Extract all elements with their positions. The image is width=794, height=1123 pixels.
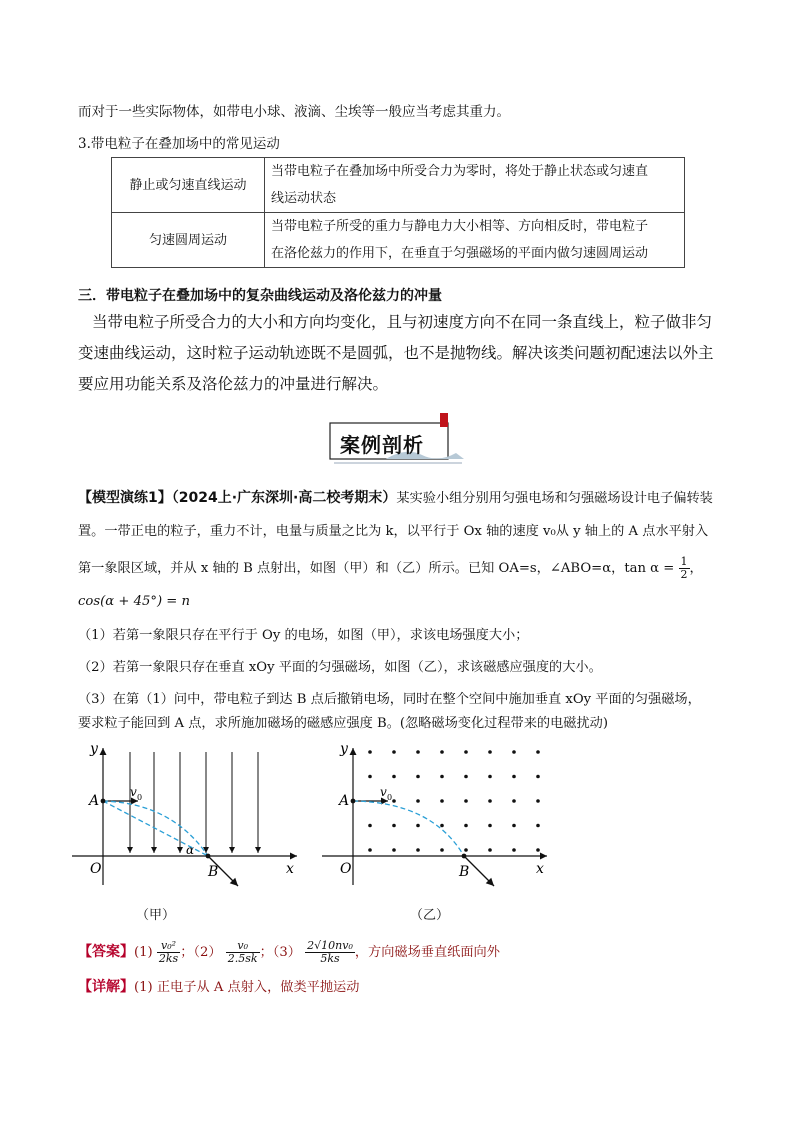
field-dot — [536, 750, 540, 754]
point-A — [351, 799, 356, 804]
field-dot — [464, 750, 468, 754]
problem-source: （2024上·广东深圳·高二校考期末） — [171, 490, 397, 506]
v0-label: v — [130, 785, 137, 799]
field-dot — [368, 750, 372, 754]
field-dot — [416, 824, 420, 828]
desc-line: 当带电粒子所受的重力与静电力大小相等、方向相反时，带电粒子 — [271, 219, 649, 234]
B-label: B — [208, 864, 219, 880]
table-row — [112, 213, 685, 268]
frac-den: 2ks — [158, 952, 179, 965]
problem-line: 置。一带正电的粒子，重力不计，电量与质量之比为 k，以平行于 Ox 轴的速度 v₀从 y 轴上的 A 点水平射入 — [78, 524, 709, 539]
field-dot — [536, 775, 540, 779]
question-1: （1）若第一象限只存在平行于 Oy 的电场，如图（甲），求该电场强度大小； — [78, 628, 529, 643]
answer-text: ；（2） — [180, 945, 222, 960]
field-dot — [464, 848, 468, 852]
point-B — [462, 854, 467, 859]
field-dot — [512, 775, 516, 779]
frac-num: v₀ — [226, 940, 260, 953]
field-dot — [440, 824, 444, 828]
v0-sub: 0 — [137, 793, 143, 802]
section-banner — [326, 413, 466, 467]
field-dot — [512, 824, 516, 828]
field-dot — [368, 824, 372, 828]
point-B — [206, 854, 211, 859]
caption-fig2: （乙） — [410, 908, 450, 923]
answer-fraction-2 — [226, 940, 260, 965]
point-A — [101, 799, 106, 804]
motion-table — [111, 157, 685, 268]
x-label: x — [536, 861, 544, 877]
motion-cell: 匀速圆周运动 — [112, 213, 265, 268]
alpha-label: α — [186, 843, 195, 857]
detail-text: (1) 正电子从 A 点射入，做类平抛运动 — [134, 980, 360, 995]
field-dot — [440, 799, 444, 803]
answer-text: ；（3） — [259, 945, 301, 960]
field-dot — [488, 775, 492, 779]
frac-num: 1 — [680, 555, 688, 568]
desc-line: 线运动状态 — [271, 191, 337, 206]
problem-line — [78, 488, 713, 509]
problem-line: 第一象限区域，并从 x 轴的 B 点射出，如图（甲）和（乙）所示。已知 OA=s，∠ABO=α，tan α = $\frac{1}{2}$ ， — [78, 555, 703, 581]
field-dot — [512, 848, 516, 852]
detail-line — [78, 977, 359, 998]
para-line: 要应用功能关系及洛伦兹力的冲量进行解决。 — [78, 375, 389, 393]
field-dot — [464, 799, 468, 803]
y-label: y — [90, 741, 98, 757]
frac-den: 2 — [680, 568, 688, 581]
frac-den: 5ks — [320, 952, 340, 965]
field-dot — [536, 848, 540, 852]
field-dot — [368, 775, 372, 779]
frac-den: 2.5sk — [227, 952, 258, 965]
origin-label: O — [90, 861, 102, 877]
answer-fraction-3 — [305, 940, 355, 965]
field-dot — [512, 750, 516, 754]
field-dot — [392, 824, 396, 828]
tan-fraction — [679, 556, 690, 581]
frac-num: 2√10nv₀ — [307, 939, 353, 952]
v0-label: v — [380, 785, 387, 799]
field-dot — [536, 799, 540, 803]
field-dot — [440, 750, 444, 754]
problem-tag: 【模型演练1】 — [78, 490, 172, 506]
field-dot — [416, 750, 420, 754]
magnetic-field-dots — [368, 750, 540, 852]
section3-title: 3.带电粒子在叠加场中的常见运动 — [78, 136, 280, 152]
field-dot — [416, 848, 420, 852]
question-3: （3）在第（1）问中，带电粒子到达 B 点后撤销电场，同时在整个空间中施加垂直 xOy 平面的匀强磁场， — [78, 692, 701, 707]
field-dot — [536, 824, 540, 828]
section-heading: 三．带电粒子在叠加场中的复杂曲线运动及洛伦兹力的冲量 — [78, 288, 442, 304]
problem-text: 某实验小组分别用匀强电场和匀强磁场设计电子偏转装 — [396, 491, 713, 506]
detail-tag: 【详解】 — [78, 979, 134, 995]
motion-cell: 静止或匀速直线运动 — [112, 158, 265, 213]
field-dot — [440, 848, 444, 852]
para-line: 当带电粒子所受合力的大小和方向均变化，且与初速度方向不在同一条直线上，粒子做非匀 — [92, 313, 713, 331]
field-dot — [416, 775, 420, 779]
A-label: A — [89, 793, 100, 809]
answer-fraction-1 — [157, 940, 180, 965]
field-dot — [368, 848, 372, 852]
trajectory — [353, 801, 464, 856]
desc-cell — [265, 213, 685, 268]
origin-label: O — [340, 861, 352, 877]
v0-sub: 0 — [387, 793, 393, 802]
banner-title: 案例剖析 — [340, 433, 424, 457]
field-dot — [488, 750, 492, 754]
problem-line: cos(α + 45°) = n — [78, 594, 191, 609]
B-label: B — [459, 864, 470, 880]
frac-num: v₀² — [157, 940, 180, 953]
table-row — [112, 158, 685, 213]
field-dot — [392, 750, 396, 754]
field-dot — [488, 824, 492, 828]
desc-line: 在洛伦兹力的作用下，在垂直于匀强磁场的平面内做匀速圆周运动 — [271, 246, 649, 261]
desc-line: 当带电粒子在叠加场中所受合力为零时，将处于静止状态或匀速直 — [271, 164, 649, 179]
field-dot — [488, 848, 492, 852]
figure-electric-field — [72, 740, 312, 890]
intro-line: 而对于一些实际物体，如带电小球、液滴、尘埃等一般应当考虑其重力。 — [78, 104, 510, 120]
answer-text: ，方向磁场垂直纸面向外 — [354, 945, 500, 960]
field-dot — [464, 824, 468, 828]
question-2: （2）若第一象限只存在垂直 xOy 平面的匀强磁场，如图（乙），求该磁感应强度的大小。 — [78, 660, 602, 675]
y-label: y — [340, 741, 348, 757]
field-dot — [488, 799, 492, 803]
desc-cell — [265, 158, 685, 213]
field-dot — [416, 799, 420, 803]
answer-tag: 【答案】 — [78, 944, 134, 960]
figure-magnetic-field — [322, 740, 562, 890]
field-dot — [392, 848, 396, 852]
para-line: 变速曲线运动，这时粒子运动轨迹既不是圆弧，也不是抛物线。解决该类问题初配速法以外主 — [78, 344, 714, 362]
question-3-cont: 要求粒子能回到 A 点，求所施加磁场的磁感应强度 B。(忽略磁场变化过程带来的电磁扰动) — [78, 716, 609, 731]
field-dot — [440, 775, 444, 779]
field-dot — [392, 775, 396, 779]
answer-line — [78, 940, 500, 965]
answer-text: (1) — [134, 945, 153, 960]
field-dot — [464, 775, 468, 779]
problem-text: 第一象限区域，并从 x 轴的 B 点射出，如图（甲）和（乙）所示。已知 OA=s，∠ABO=α，tan α = — [78, 561, 675, 576]
field-dot — [512, 799, 516, 803]
x-label: x — [286, 861, 294, 877]
A-label: A — [339, 793, 350, 809]
field-dot — [392, 799, 396, 803]
caption-fig1: （甲） — [136, 908, 176, 923]
